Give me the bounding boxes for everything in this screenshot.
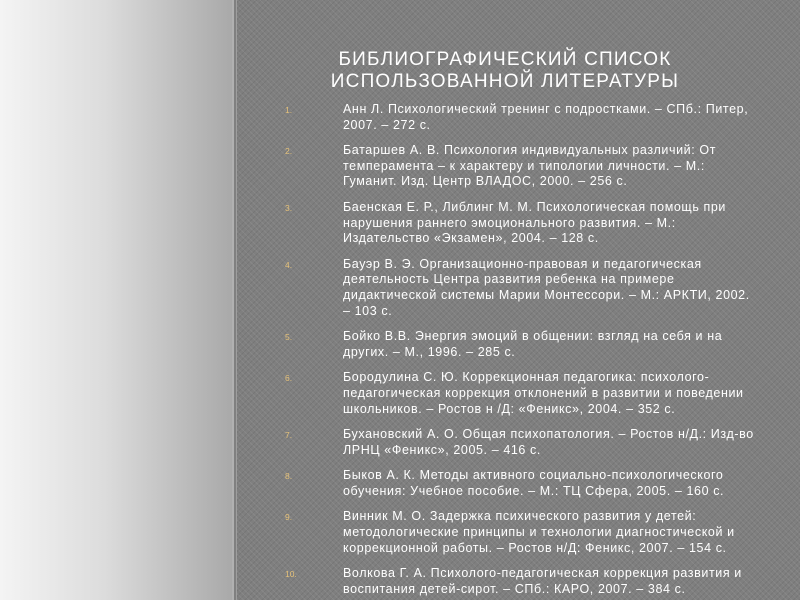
reference-text: Баенская Е. Р., Либлинг М. М. Психологическая помощь при нарушения раннего эмоционального развития. – М.: Издательство «Экзамен», 2004. – 128 с. [343,199,727,246]
reference-item [285,200,755,247]
reference-text: Бухановский А. О. Общая психопатология. – Ростов н/Д.: Изд-во ЛРНЦ «Феникс», 2005. – 416 с. [343,427,754,457]
reference-item [285,427,755,458]
slide-title-line-1: БИБЛИОГРАФИЧЕСКИЙ СПИСОК [338,49,672,70]
reference-text: Быков А. К. Методы активного социально-психологического обучения: Учебное пособие. – М.: ТЦ Сфера, 2005. – 160 с. [343,468,725,498]
reference-text: Батаршев А. В. Психология индивидуальных различий: От темперамента – к характеру и типологии личности. – М.: Гуманит. Изд. Центр ВЛАДОС, 2000. – 256 с. [343,143,717,189]
reference-list [285,102,755,600]
reference-number: 10. [285,569,297,580]
reference-item [285,257,755,319]
reference-text: Бородулина С. Ю. Коррекционная педагогика: психолого-педагогическая коррекция отклонений в развитии и поведении школьников. – Ростов н /Д: «Феникс», 2004. – 352 с. [343,370,744,416]
slide-title-line-2: ИСПОЛЬЗОВАННОЙ ЛИТЕРАТУРЫ [330,71,680,92]
reference-text: Бойко В.В. Энергия эмоций в общении: взгляд на себя и на других. – М., 1996. – 285 с. [343,329,723,359]
reference-item [285,566,755,597]
reference-number: 3. [285,202,293,213]
reference-item [285,370,755,417]
reference-text: Волкова Г. А. Психолого-педагогическая коррекция развития и воспитания детей-сирот. – СПб.: КАРО, 2007. – 384 с. [343,566,742,596]
reference-item [285,143,755,190]
reference-number: 6. [285,373,293,384]
slide-title [300,49,710,93]
left-gradient-panel [0,0,232,600]
reference-text: Бауэр В. Э. Организационно-правовая и педагогическая деятельность Центра развития ребенка на примере дидактической системы Марии Монтессори. – М.: АРКТИ, 2002. – 103 с. [343,256,750,318]
reference-number: 1. [285,105,293,115]
panel-divider-line [232,0,234,600]
reference-text: Винник М. О. Задержка психического развития у детей: методологические принципы и технологии диагностической и коррекционной работы. – Ростов н/Д: Феникс, 2007. – 154 с. [343,509,735,555]
reference-number: 9. [285,512,293,523]
reference-text: Анн Л. Психологический тренинг с подростками. – СПб.: Питер, 2007. – 272 с. [343,102,749,132]
reference-number: 5. [285,332,293,343]
reference-number: 8. [285,471,293,482]
reference-item [285,468,755,499]
reference-item [285,509,755,556]
reference-item [285,329,755,360]
reference-item [285,102,755,133]
reference-number: 2. [285,146,293,157]
reference-number: 4. [285,259,293,270]
reference-number: 7. [285,430,293,441]
